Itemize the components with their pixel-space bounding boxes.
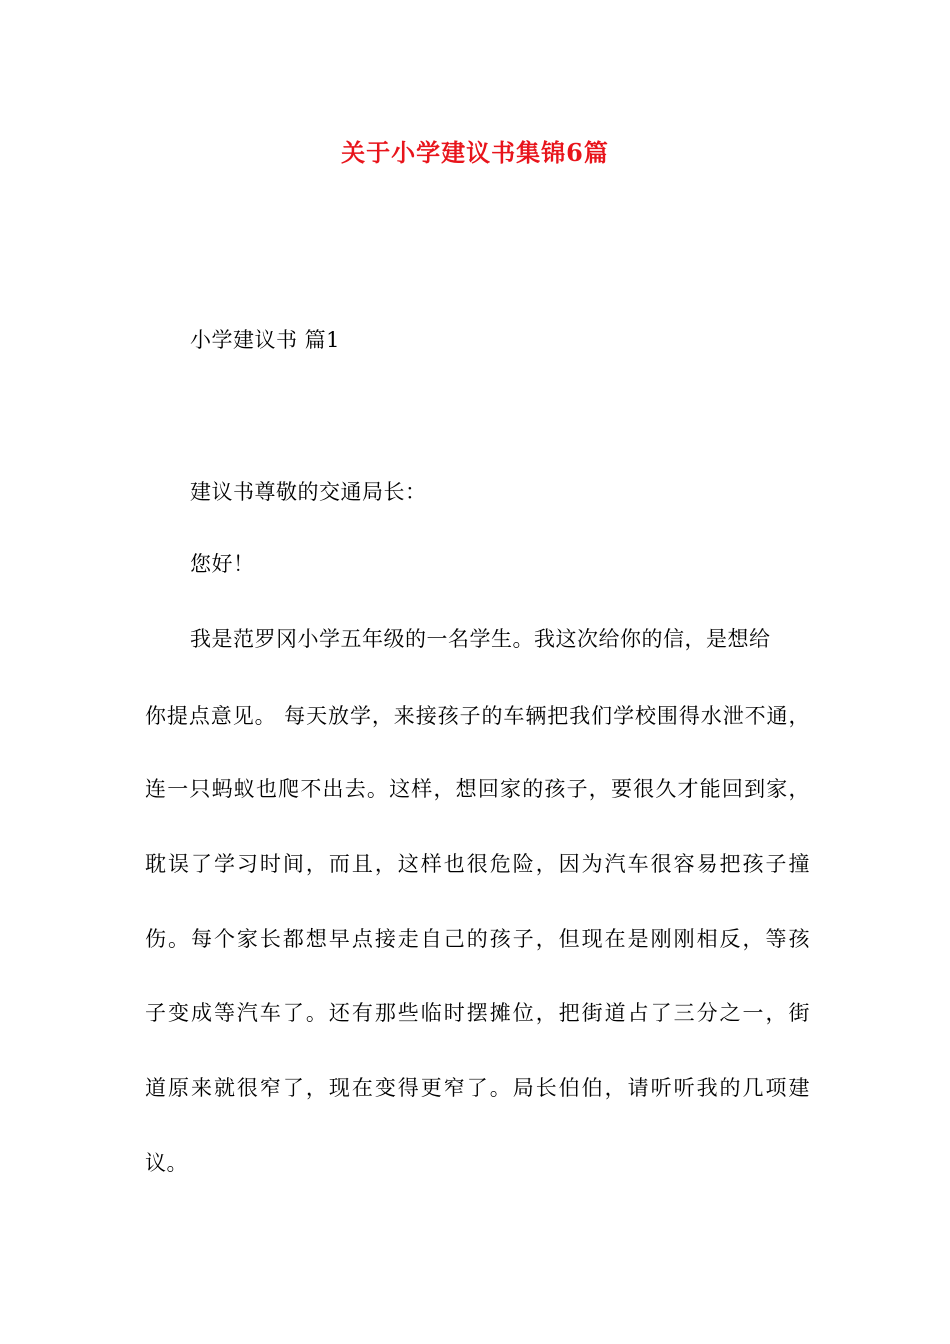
- paragraph-line: 我是范罗冈小学五年级的一名学生。我这次给你的信，是想给: [190, 627, 771, 651]
- document-title: 关于小学建议书集锦6篇: [341, 138, 609, 167]
- paragraph-line: 耽误了学习时间，而且，这样也很危险，因为汽车很容易把孩子撞: [145, 852, 810, 876]
- paragraph-line: 子变成等汽车了。还有那些临时摆摊位，把街道占了三分之一，街: [145, 1001, 810, 1025]
- paragraph-line: 议。: [145, 1151, 188, 1175]
- salutation: 建议书尊敬的交通局长：: [190, 480, 427, 504]
- paragraph-line: 伤。每个家长都想早点接走自己的孩子，但现在是刚刚相反，等孩: [145, 927, 810, 951]
- section-heading: 小学建议书 篇1: [190, 328, 341, 352]
- paragraph-line: 道原来就很窄了，现在变得更窄了。局长伯伯，请听听我的几项建: [145, 1076, 810, 1100]
- greeting: 您好！: [190, 552, 255, 576]
- paragraph-line: 连一只蚂蚁也爬不出去。这样，想回家的孩子，要很久才能回到家，: [145, 777, 810, 801]
- paragraph-line: 你提点意见。 每天放学，来接孩子的车辆把我们学校围得水泄不通，: [145, 704, 810, 728]
